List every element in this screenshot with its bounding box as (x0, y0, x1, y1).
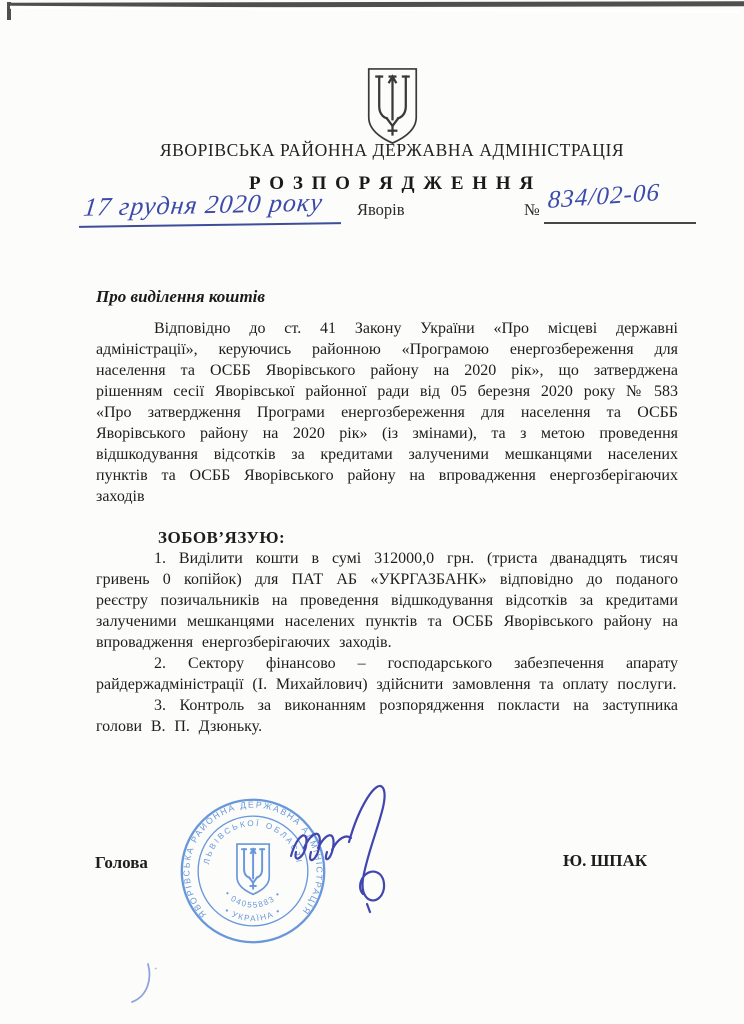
number-underline (544, 222, 696, 224)
document-type-title: Р О З П О Р Я Д Ж Е Н Н Я (248, 173, 536, 194)
signer-name: Ю. ШПАК (563, 851, 648, 870)
handwritten-date: 17 грудня 2020 року (81, 187, 325, 222)
preamble-paragraph: Відповідно до ст. 41 Закону України «Про місцеві державні адміністрації», керуючись районною «Програмою енергозбереження для населення та ОСББ Яворівського району на 2020 рік», що затверджена рішенням сесії Яворівської районної ради від 05 березня 2020 року № 583 «Про затвердження Програми енергозбереження для населення та ОСББ Яворівського району на 2020 рік» (із змінами), та з метою проведення відшкодування відсотків за кредитами залученими мешканцями населених пунктів та ОСББ Яворівського району на впровадження енергозберігаючих заходів (96, 320, 678, 505)
subject-heading: Про виділення коштів (96, 287, 266, 306)
stamp-region-text: ЛЬВІВСЬКОЇ ОБЛАСТІ (202, 818, 304, 866)
place-name: Яворів (357, 200, 405, 219)
stamp-country-text: • УКРАЇНА • (223, 906, 283, 924)
resolution-heading: ЗОБОВ’ЯЗУЮ: (158, 528, 286, 547)
ink-signature (283, 772, 463, 932)
svg-text:• 04055883 • (223, 889, 283, 909)
stamp-code-text: • 04055883 • (222, 889, 284, 910)
order-item-1: 1. Виділити кошти в сумі 312000,0 грн. (триста дванадцять тисяч гривень 0 копійок) для ПАТ АБ «УКРГАЗБАНК» відповідно до поданого реєстру позичальників на проведення відшкодування відсотків за кредитами залученими мешканцями населених пунктів та ОСББ Яворівського району на впровадження енергозберігаючих заходів. (96, 550, 678, 651)
document-body (96, 318, 678, 737)
tryzub-emblem-icon (364, 66, 421, 146)
pen-mark (122, 956, 162, 1014)
svg-text:• УКРАЇНА • (223, 906, 283, 923)
date-underline (79, 222, 341, 228)
order-item-2: 2. Сектору фінансово – господарського забезпечення апарату райдержадміністрації (І. Михайлович) здійснити замовлення та оплату послуги. (96, 655, 678, 693)
organization-name: ЯВОРІВСЬКА РАЙОННА ДЕРЖАВНА АДМІНІСТРАЦІЯ (159, 140, 625, 160)
stamp-outer-ring-text: ЯВОРІВСЬКА РАЙОННА ДЕРЖАВНА АДМІНІСТРАЦІЯ (181, 799, 325, 920)
stamp-tryzub-icon (237, 844, 269, 894)
scan-corner-artifact (7, 2, 11, 20)
order-item-3: 3. Контроль за виконанням розпорядження покласти на заступника голови В. П. Дзюньку. (96, 697, 678, 735)
handwritten-number: 834/02-06 (547, 179, 661, 214)
number-sign-label: № (524, 200, 540, 219)
signer-title: Голова (95, 853, 148, 872)
